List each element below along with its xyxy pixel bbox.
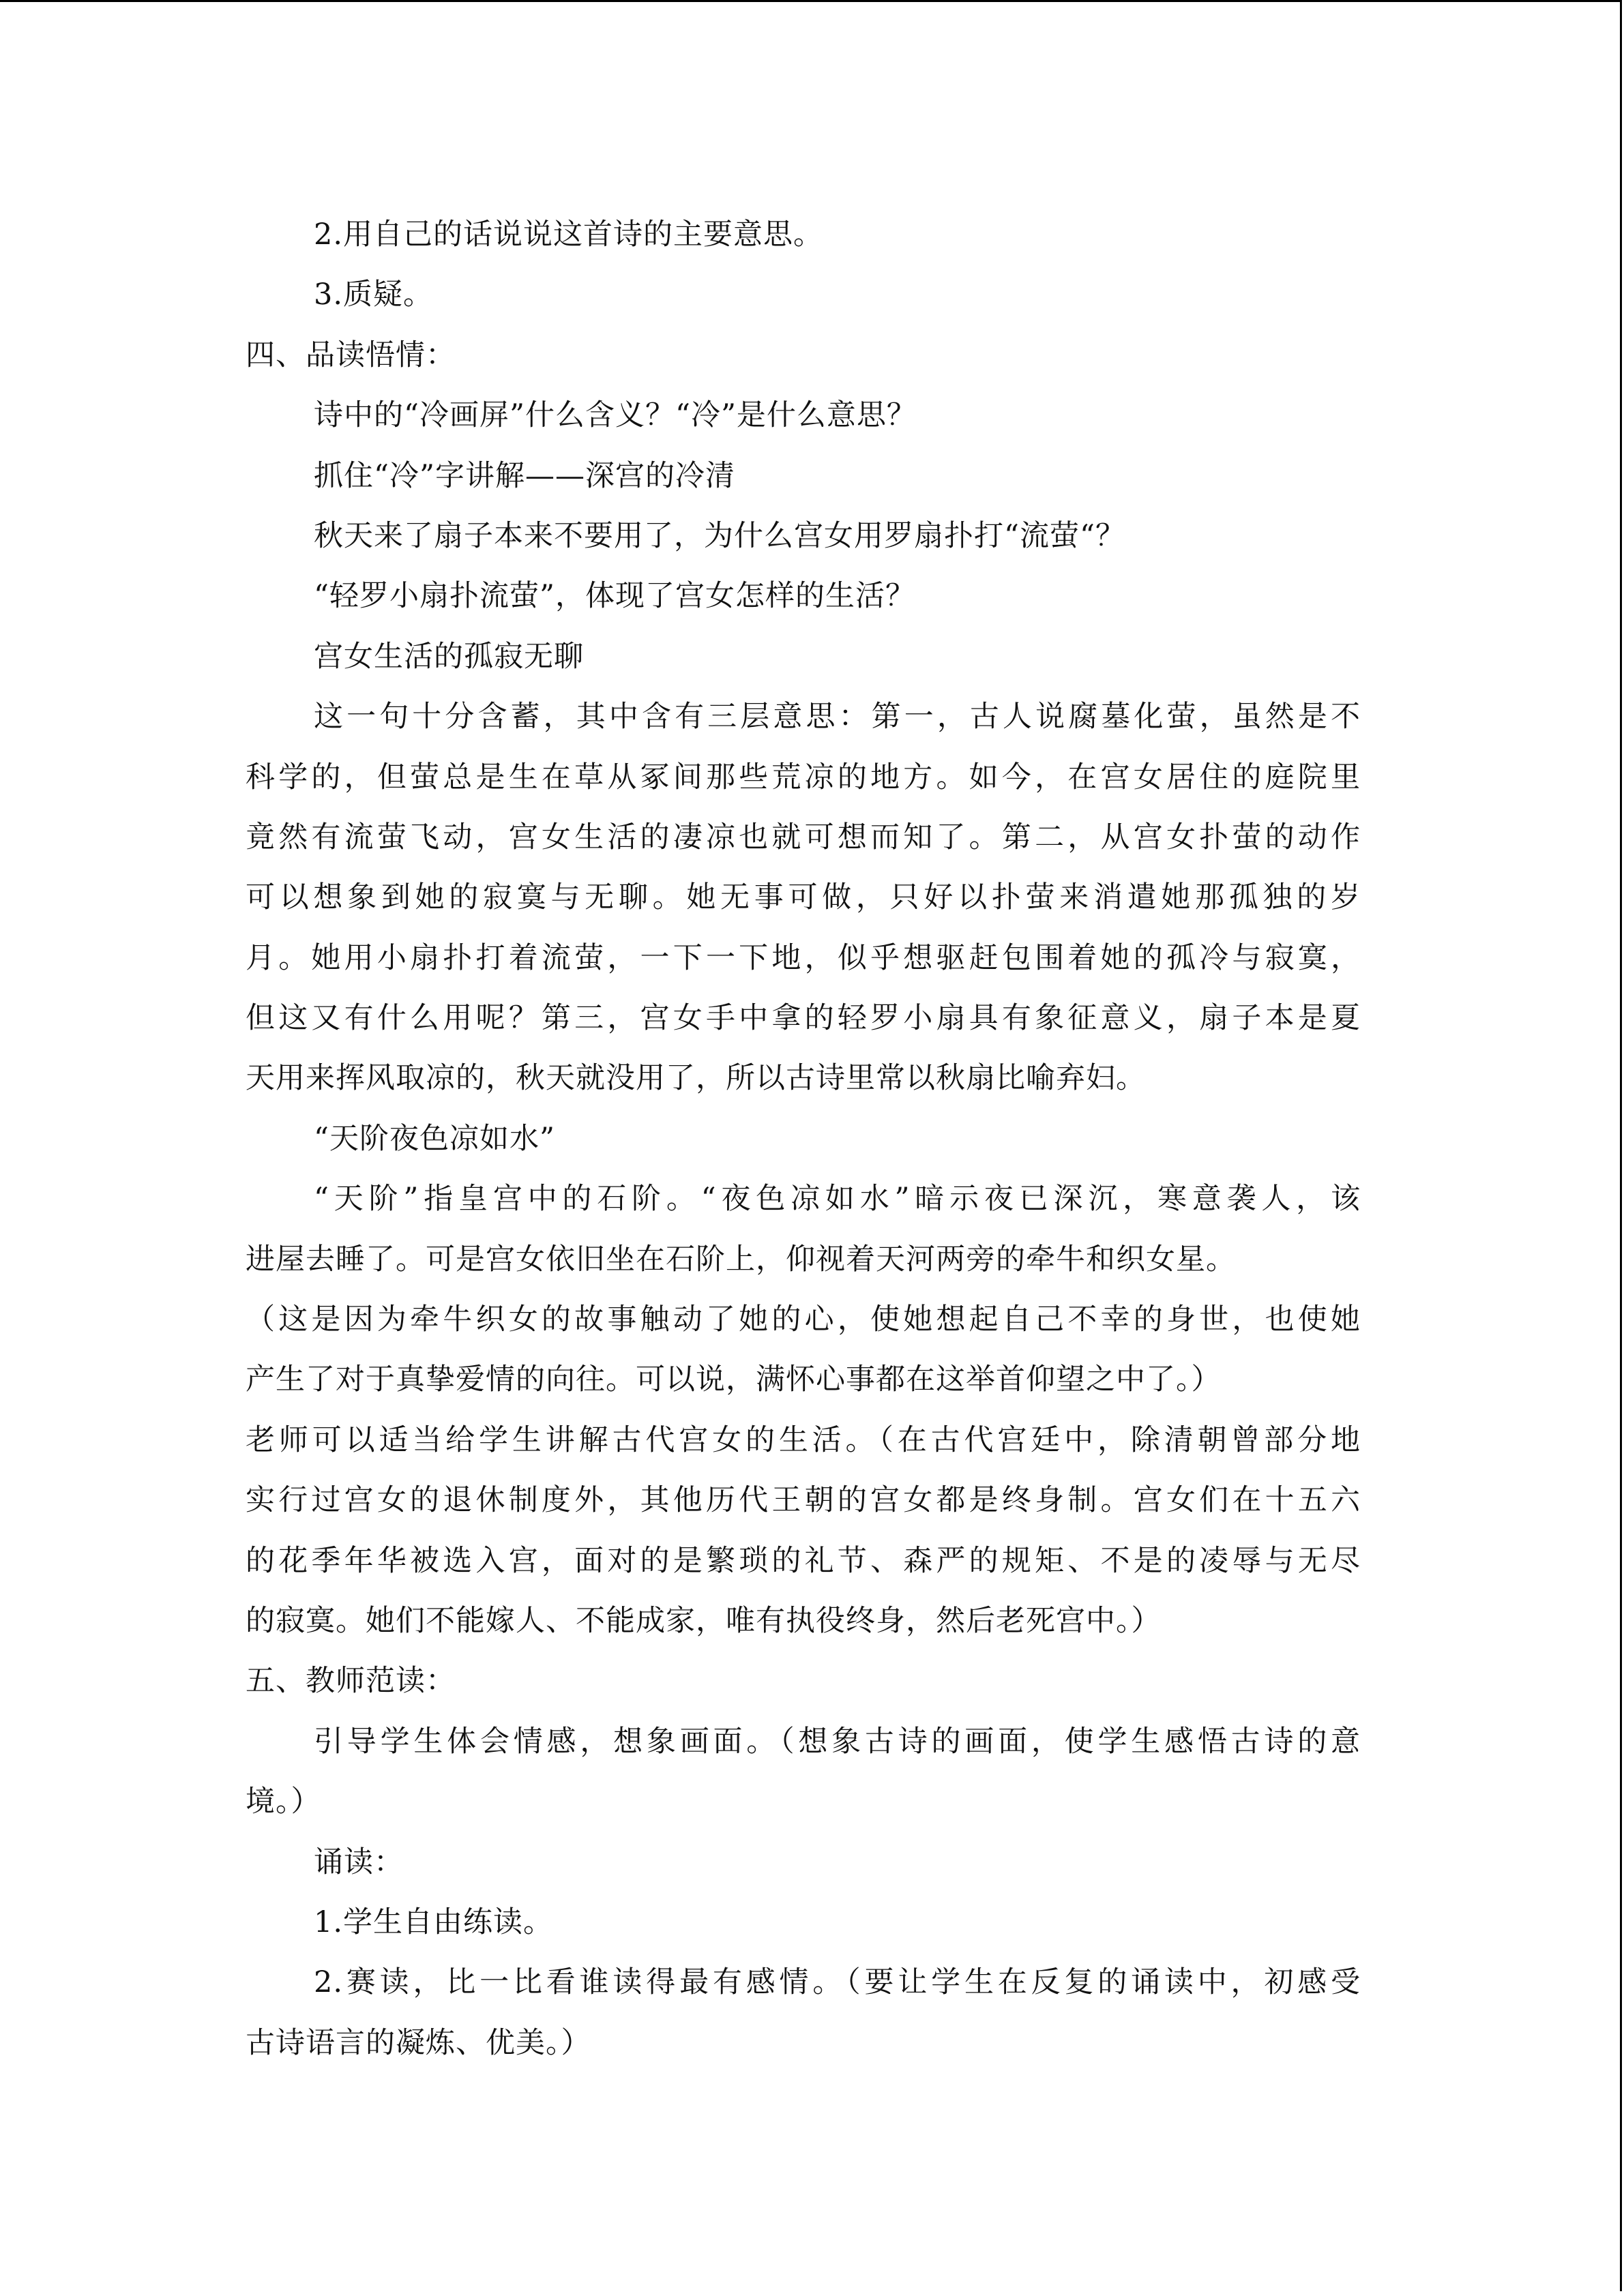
paragraph-line: 可以想象到她的寂寞与无聊。她无事可做，只好以扑萤来消遣她那孤独的岁	[246, 880, 1361, 915]
text-line: “轻罗小扇扑流萤”，体现了宫女怎样的生活？	[314, 579, 915, 614]
paragraph-line: 产生了对于真挚爱情的向往。可以说，满怀心事都在这举首仰望之中了。）	[246, 1362, 1222, 1397]
section-heading: 四、品读悟情：	[246, 338, 456, 372]
paragraph-line: 但这又有什么用呢？第三，宫女手中拿的轻罗小扇具有象征意义，扇子本是夏	[246, 1001, 1361, 1036]
paragraph-line: 竟然有流萤飞动，宫女生活的凄凉也就可想而知了。第二，从宫女扑萤的动作	[246, 820, 1361, 854]
text-line: 秋天来了扇子本来不要用了，为什么宫女用罗扇扑打“流萤“？	[314, 518, 1125, 553]
paragraph-line: 老师可以适当给学生讲解古代宫女的生活。（在古代宫廷中，除清朝曾部分地	[246, 1422, 1361, 1457]
text-line: 诵读：	[314, 1845, 404, 1879]
text-line: 2.用自己的话说说这首诗的主要意思。	[314, 218, 824, 252]
text-line: 1.学生自由练读。	[314, 1905, 554, 1939]
document-body	[246, 205, 1361, 2073]
paragraph-line: 天用来挥风取凉的，秋天就没用了，所以古诗里常以秋扇比喻弃妇。	[246, 1061, 1146, 1096]
text-line: 诗中的“冷画屏”什么含义？“冷”是什么意思？	[314, 398, 917, 433]
text-line: 抓住“冷”字讲解——深宫的冷清	[314, 458, 735, 493]
paragraph-line: 实行过宫女的退休制度外，其他历代王朝的宫女都是终身制。宫女们在十五六	[246, 1483, 1361, 1518]
text-line: 3.质疑。	[314, 278, 434, 312]
section-heading: 五、教师范读：	[246, 1664, 456, 1699]
paragraph-line: （这是因为牵牛织女的故事触动了她的心，使她想起自己不幸的身世，也使她	[246, 1302, 1361, 1337]
paragraph-line: 古诗语言的凝炼、优美。）	[246, 2025, 591, 2060]
paragraph-line: 引导学生体会情感，想象画面。（想象古诗的画面，使学生感悟古诗的意	[314, 1724, 1361, 1759]
paragraph-line: “天阶”指皇宫中的石阶。“夜色凉如水”暗示夜已深沉，寒意袭人，该	[314, 1182, 1361, 1217]
paragraph-line: 科学的，但萤总是生在草从冢间那些荒凉的地方。如今，在宫女居住的庭院里	[246, 760, 1361, 794]
text-line: “天阶夜色凉如水”	[314, 1121, 555, 1156]
paragraph-line: 的花季年华被选入宫，面对的是繁琐的礼节、森严的规矩、不是的凌辱与无尽	[246, 1543, 1361, 1578]
paragraph-line: 2.赛读，比一比看谁读得最有感情。（要让学生在反复的诵读中，初感受	[314, 1965, 1361, 2000]
paragraph-line: 进屋去睡了。可是宫女依旧坐在石阶上，仰视着天河两旁的牵牛和织女星。	[246, 1242, 1236, 1277]
paragraph-line: 月。她用小扇扑打着流萤，一下一下地，似乎想驱赶包围着她的孤冷与寂寞，	[246, 940, 1361, 975]
paragraph-line: 境。）	[246, 1785, 321, 1819]
paragraph-line: 这一句十分含蓄，其中含有三层意思：第一，古人说腐墓化萤，虽然是不	[314, 700, 1361, 734]
text-line: 宫女生活的孤寂无聊	[314, 639, 584, 674]
paragraph-line: 的寂寞。她们不能嫁人、不能成家，唯有执役终身，然后老死宫中。）	[246, 1603, 1162, 1638]
